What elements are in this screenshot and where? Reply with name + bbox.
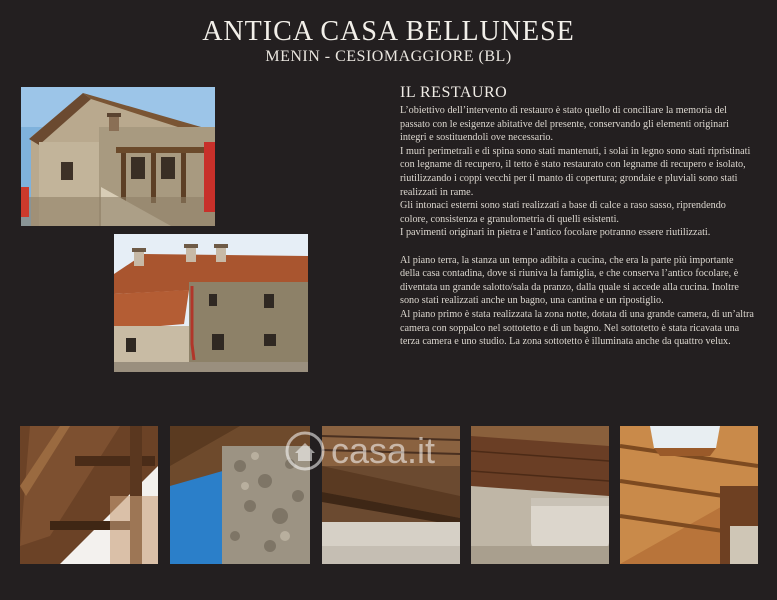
restoration-text [400, 104, 754, 349]
photo-house-before-restoration [21, 87, 215, 226]
paragraph-spacer [400, 240, 754, 254]
section-title: IL RESTAURO [400, 84, 508, 101]
paragraph: Al piano primo è stata realizzata la zona notte, dotata di una grande camera, di un’altra camera con soppalco nel sottotetto e di un bagno. Nel sottotetto è stata ricavata una terza camera e uno studio. La zona sottotetto è illuminata anche da quattro velux. [400, 308, 754, 348]
paragraph: I pavimenti originari in pietra e l’antico focolare potranno essere riutilizzati. [400, 227, 711, 239]
paragraph: L’obiettivo dell’intervento di restauro è stato quello di conciliare la memoria del passato con le esigenze abitative del presente, conservando gli elementi originari integri e sostituendoli ove necessario. [400, 105, 729, 144]
photo-house-after-restoration [114, 234, 308, 372]
watermark-text: casa.it [331, 430, 436, 471]
paragraph: Gli intonaci esterni sono stati realizzati a base di calce a raso sasso, riprendendo colore, consistenza e granulometria di quelli esistenti. [400, 200, 726, 225]
casa-it-logo-icon [285, 431, 325, 471]
page-title: ANTICA CASA BELLUNESE [202, 16, 575, 47]
paragraph: Al piano terra, la stanza un tempo adibita a cucina, che era la parte più importante della casa contadina, dove si riuniva la famiglia, e che conserva l’antico focolare, è diventata un grande salotto/sala da pranzo, dalla quale si accede alla cucina. Inoltre sono stati realizzati anche un bagno, una cantina e un ripostiglio. [400, 254, 739, 307]
page-subtitle: MENIN - CESIOMAGGIORE (BL) [265, 48, 512, 65]
photo-attic-velux-window [620, 426, 758, 564]
photo-porch-roof-beams [20, 426, 158, 564]
watermark [285, 428, 505, 474]
paragraph: I muri perimetrali e di spina sono stati mantenuti, i solai in legno sono stati ripristinati con legname di recupero, il tetto è stato restaurato con legname di recupero e isolato, riutilizzando i coppi vecchi per il manto di copertura; grondaie e pluviali sono stati realizzati in rame. [400, 145, 751, 198]
